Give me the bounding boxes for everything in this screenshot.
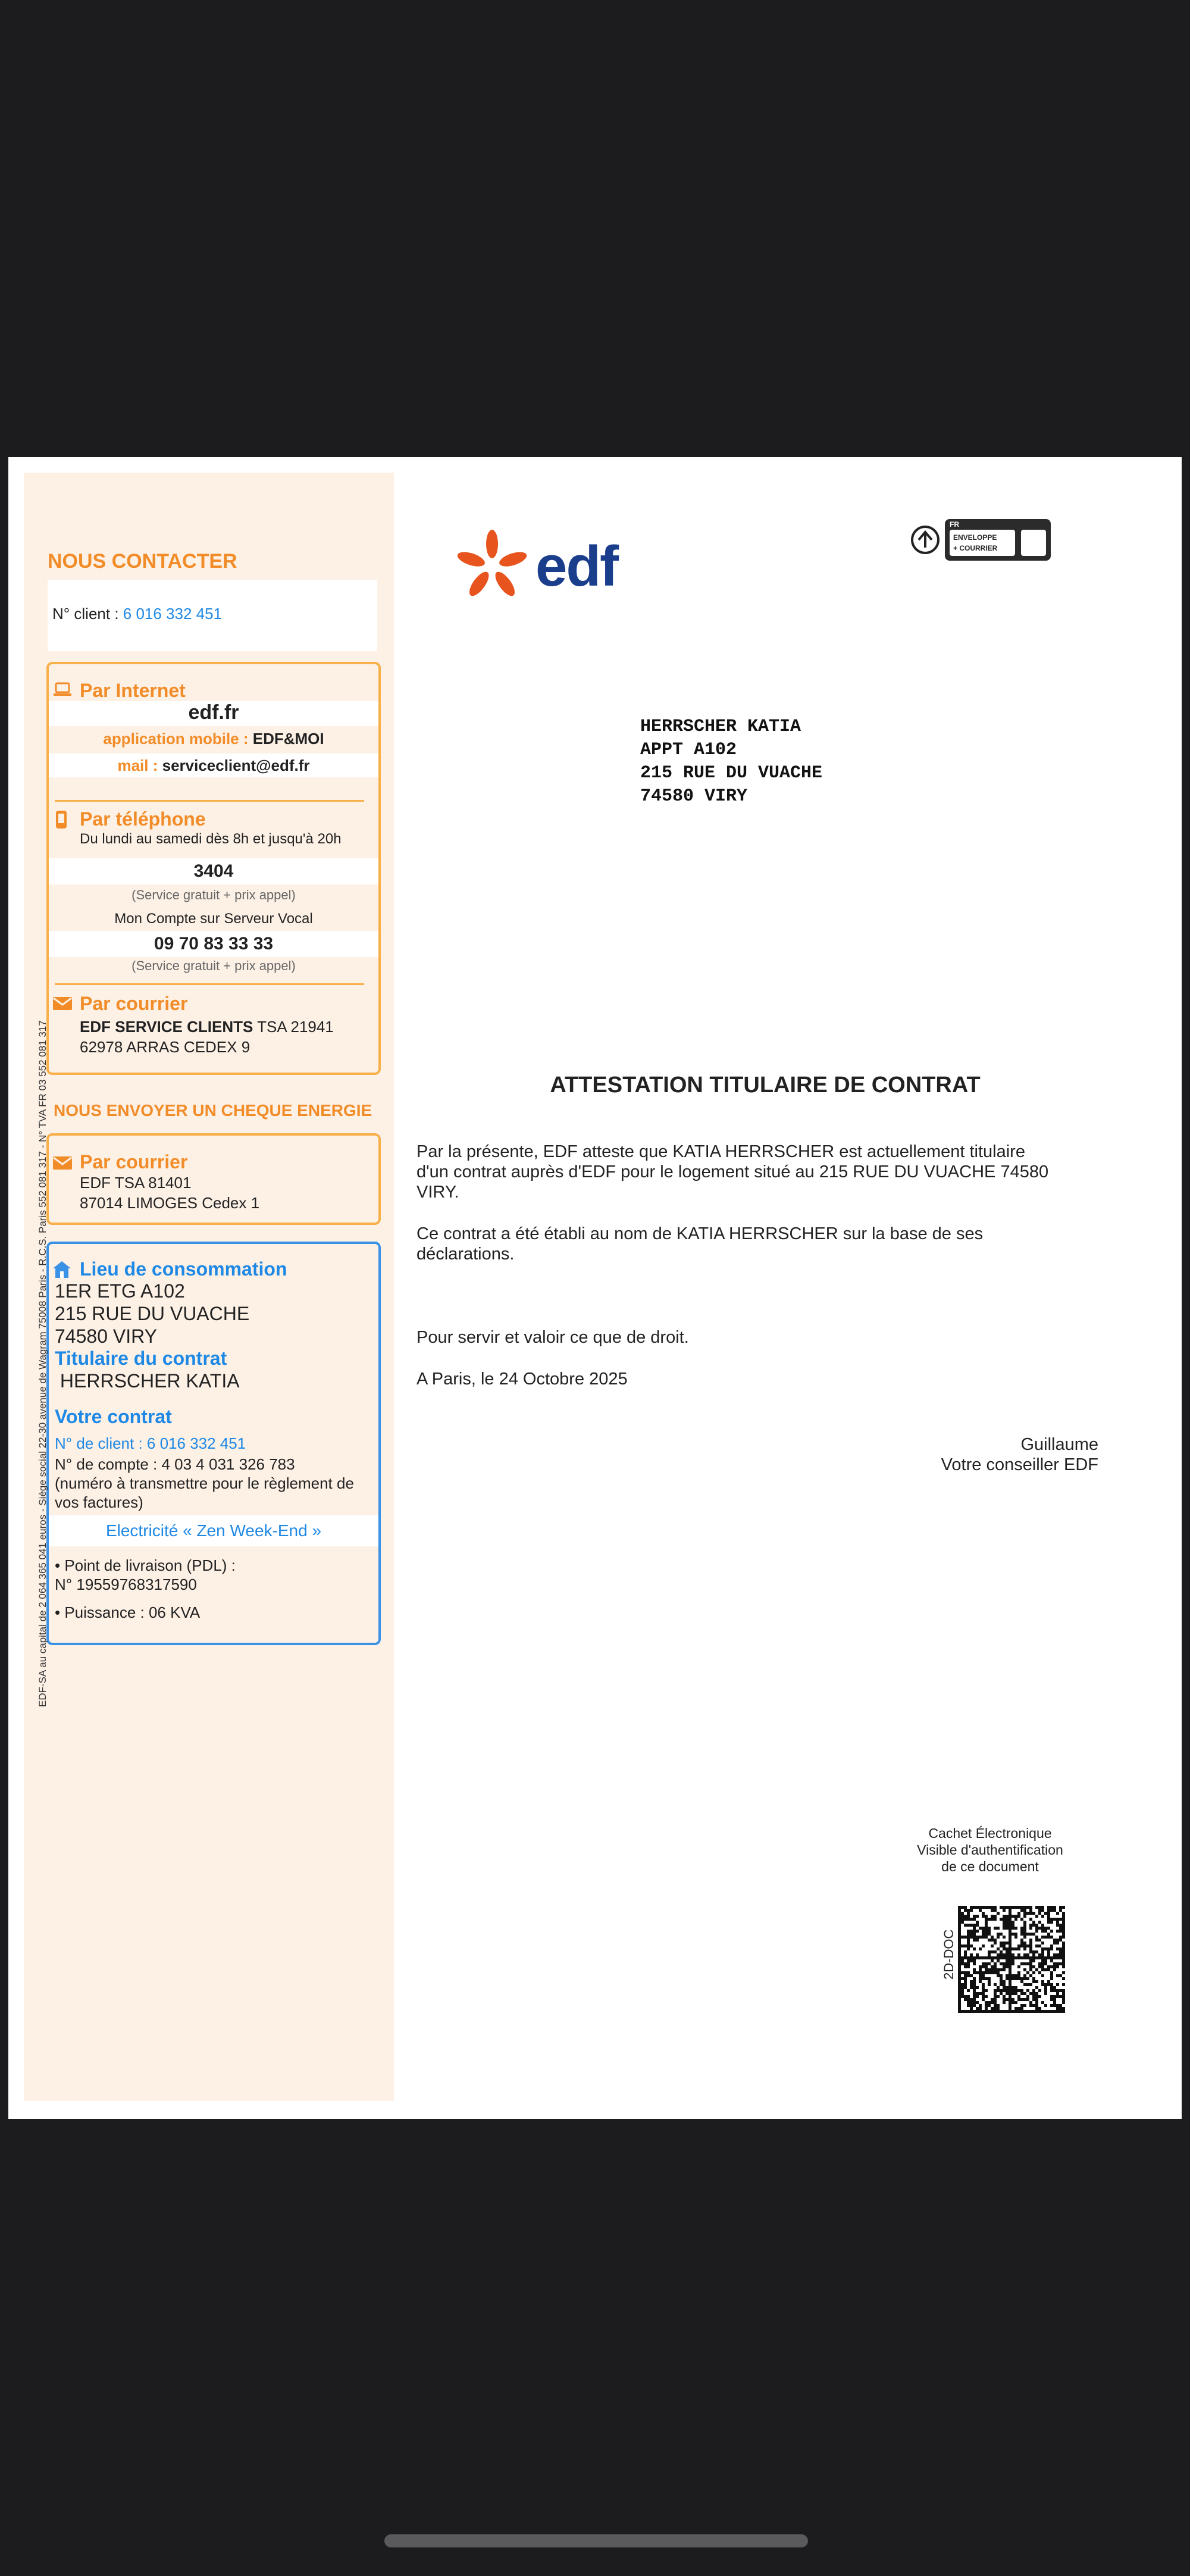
paragraph-declarations: Ce contrat a été établi au nom de KATIA HERRSCHER sur la base de ses déclarations. [416, 1224, 984, 1264]
divider [55, 800, 364, 802]
contact-title: NOUS CONTACTER [48, 550, 237, 573]
stamp-label: FR ENVELOPPE + COURRIER [945, 519, 1051, 561]
edf-flower-icon [453, 527, 531, 605]
offer-name: Electricité « Zen Week-End » [49, 1515, 378, 1546]
phone-number-3404[interactable]: 3404 [49, 858, 378, 884]
recycle-icon [909, 524, 941, 556]
phone-hours: Du lundi au samedi dès 8h et jusqu'à 20h [80, 831, 342, 847]
phone-icon [55, 809, 68, 830]
holder-title: Titulaire du contrat [55, 1348, 227, 1369]
letter-title: ATTESTATION TITULAIRE DE CONTRAT [550, 1073, 981, 1098]
mobile-app-line: application mobile : EDF&MOI [103, 730, 324, 748]
paragraph-attestation: Par la présente, EDF atteste que KATIA HERRSCHER est actuellement titulaire d'un contrat auprès d'EDF pour le logement situé au 215 RUE DU VUACHE 74580 VIRY. [416, 1142, 1049, 1202]
client-number-panel [48, 580, 377, 651]
envelope-icon [52, 1156, 73, 1170]
paragraph-closing: Pour servir et valoir ce que de droit. [416, 1328, 689, 1347]
place-and-date: A Paris, le 24 Octobre 2025 [416, 1370, 628, 1389]
power-line: • Puissance : 06 KVA [55, 1603, 201, 1621]
home-indicator [384, 2534, 808, 2547]
email-line: mail : serviceclient@edf.fr [49, 754, 378, 777]
envelope-icon [52, 996, 73, 1011]
house-icon [52, 1261, 71, 1278]
cheque-mail-box [46, 1133, 381, 1225]
cheque-title: NOUS ENVOYER UN CHEQUE ENERGIE [54, 1101, 372, 1120]
delivery-point-block: • Point de livraison (PDL) : N° 19559768317590 [55, 1556, 236, 1593]
2d-doc-label: 2D-DOC [941, 1929, 956, 1980]
contact-sidebar [24, 473, 394, 2101]
cheque-mail-line-1: EDF TSA 81401 [80, 1174, 192, 1192]
mail-title: Par courrier [80, 993, 188, 1014]
document-page [8, 457, 1182, 2119]
consumption-title: Lieu de consommation [80, 1258, 287, 1280]
phone-number-secondary[interactable]: 09 70 83 33 33 [49, 931, 378, 957]
client-number-line: N° client : 6 016 332 451 [52, 605, 223, 623]
phone-note-2: (Service gratuit + prix appel) [131, 958, 296, 973]
mail-address-line-2: 62978 ARRAS CEDEX 9 [80, 1038, 250, 1056]
edf-logo-text: edf [536, 534, 618, 598]
cheque-mail-title: Par courrier [80, 1151, 188, 1173]
contract-title: Votre contrat [55, 1406, 172, 1427]
contract-client-number: N° de client : 6 016 332 451 [55, 1434, 246, 1452]
phone-title: Par téléphone [80, 808, 206, 830]
holder-name: HERRSCHER KATIA [55, 1370, 240, 1392]
cheque-mail-line-2: 87014 LIMOGES Cedex 1 [80, 1194, 260, 1212]
mail-address-line-1: EDF SERVICE CLIENTS TSA 21941 [80, 1018, 334, 1036]
recipient-address: HERRSCHER KATIA APPT A102 215 RUE DU VUACHE 74580 VIRY [640, 717, 823, 806]
electronic-seal-caption: Cachet Électronique Visible d'authentification de ce document [917, 1825, 1063, 1874]
account-number-block: N° de compte : 4 03 4 031 326 783 (numéro à transmettre pour le règlement de vos factures) [55, 1455, 354, 1511]
consumption-address: 1ER ETG A102 215 RUE DU VUACHE 74580 VIRY [55, 1280, 250, 1347]
contact-channels-box [46, 662, 381, 1075]
laptop-icon [54, 682, 71, 698]
signature-block: Guillaume Votre conseiller EDF [941, 1435, 1098, 1474]
website-link[interactable]: edf.fr [49, 701, 378, 726]
edf-logo [453, 527, 632, 605]
contract-box [46, 1242, 381, 1645]
voice-server-line: Mon Compte sur Serveur Vocal [114, 911, 313, 927]
postage-stamp [909, 519, 1052, 562]
phone-note-1: (Service gratuit + prix appel) [131, 887, 296, 902]
legal-mention-vertical: EDF-SA au capital de 2 064 365 041 euros - Siège social 22-30 avenue de Wagram 75008 Paris - R.C.S. Paris 552 081 317 - N° TVA FR 03 552 081 317 [37, 1020, 48, 1707]
internet-title: Par Internet [80, 680, 186, 701]
stamp-bin-icon [1021, 530, 1046, 556]
datamatrix-code [958, 1906, 1065, 2013]
divider [55, 983, 364, 985]
